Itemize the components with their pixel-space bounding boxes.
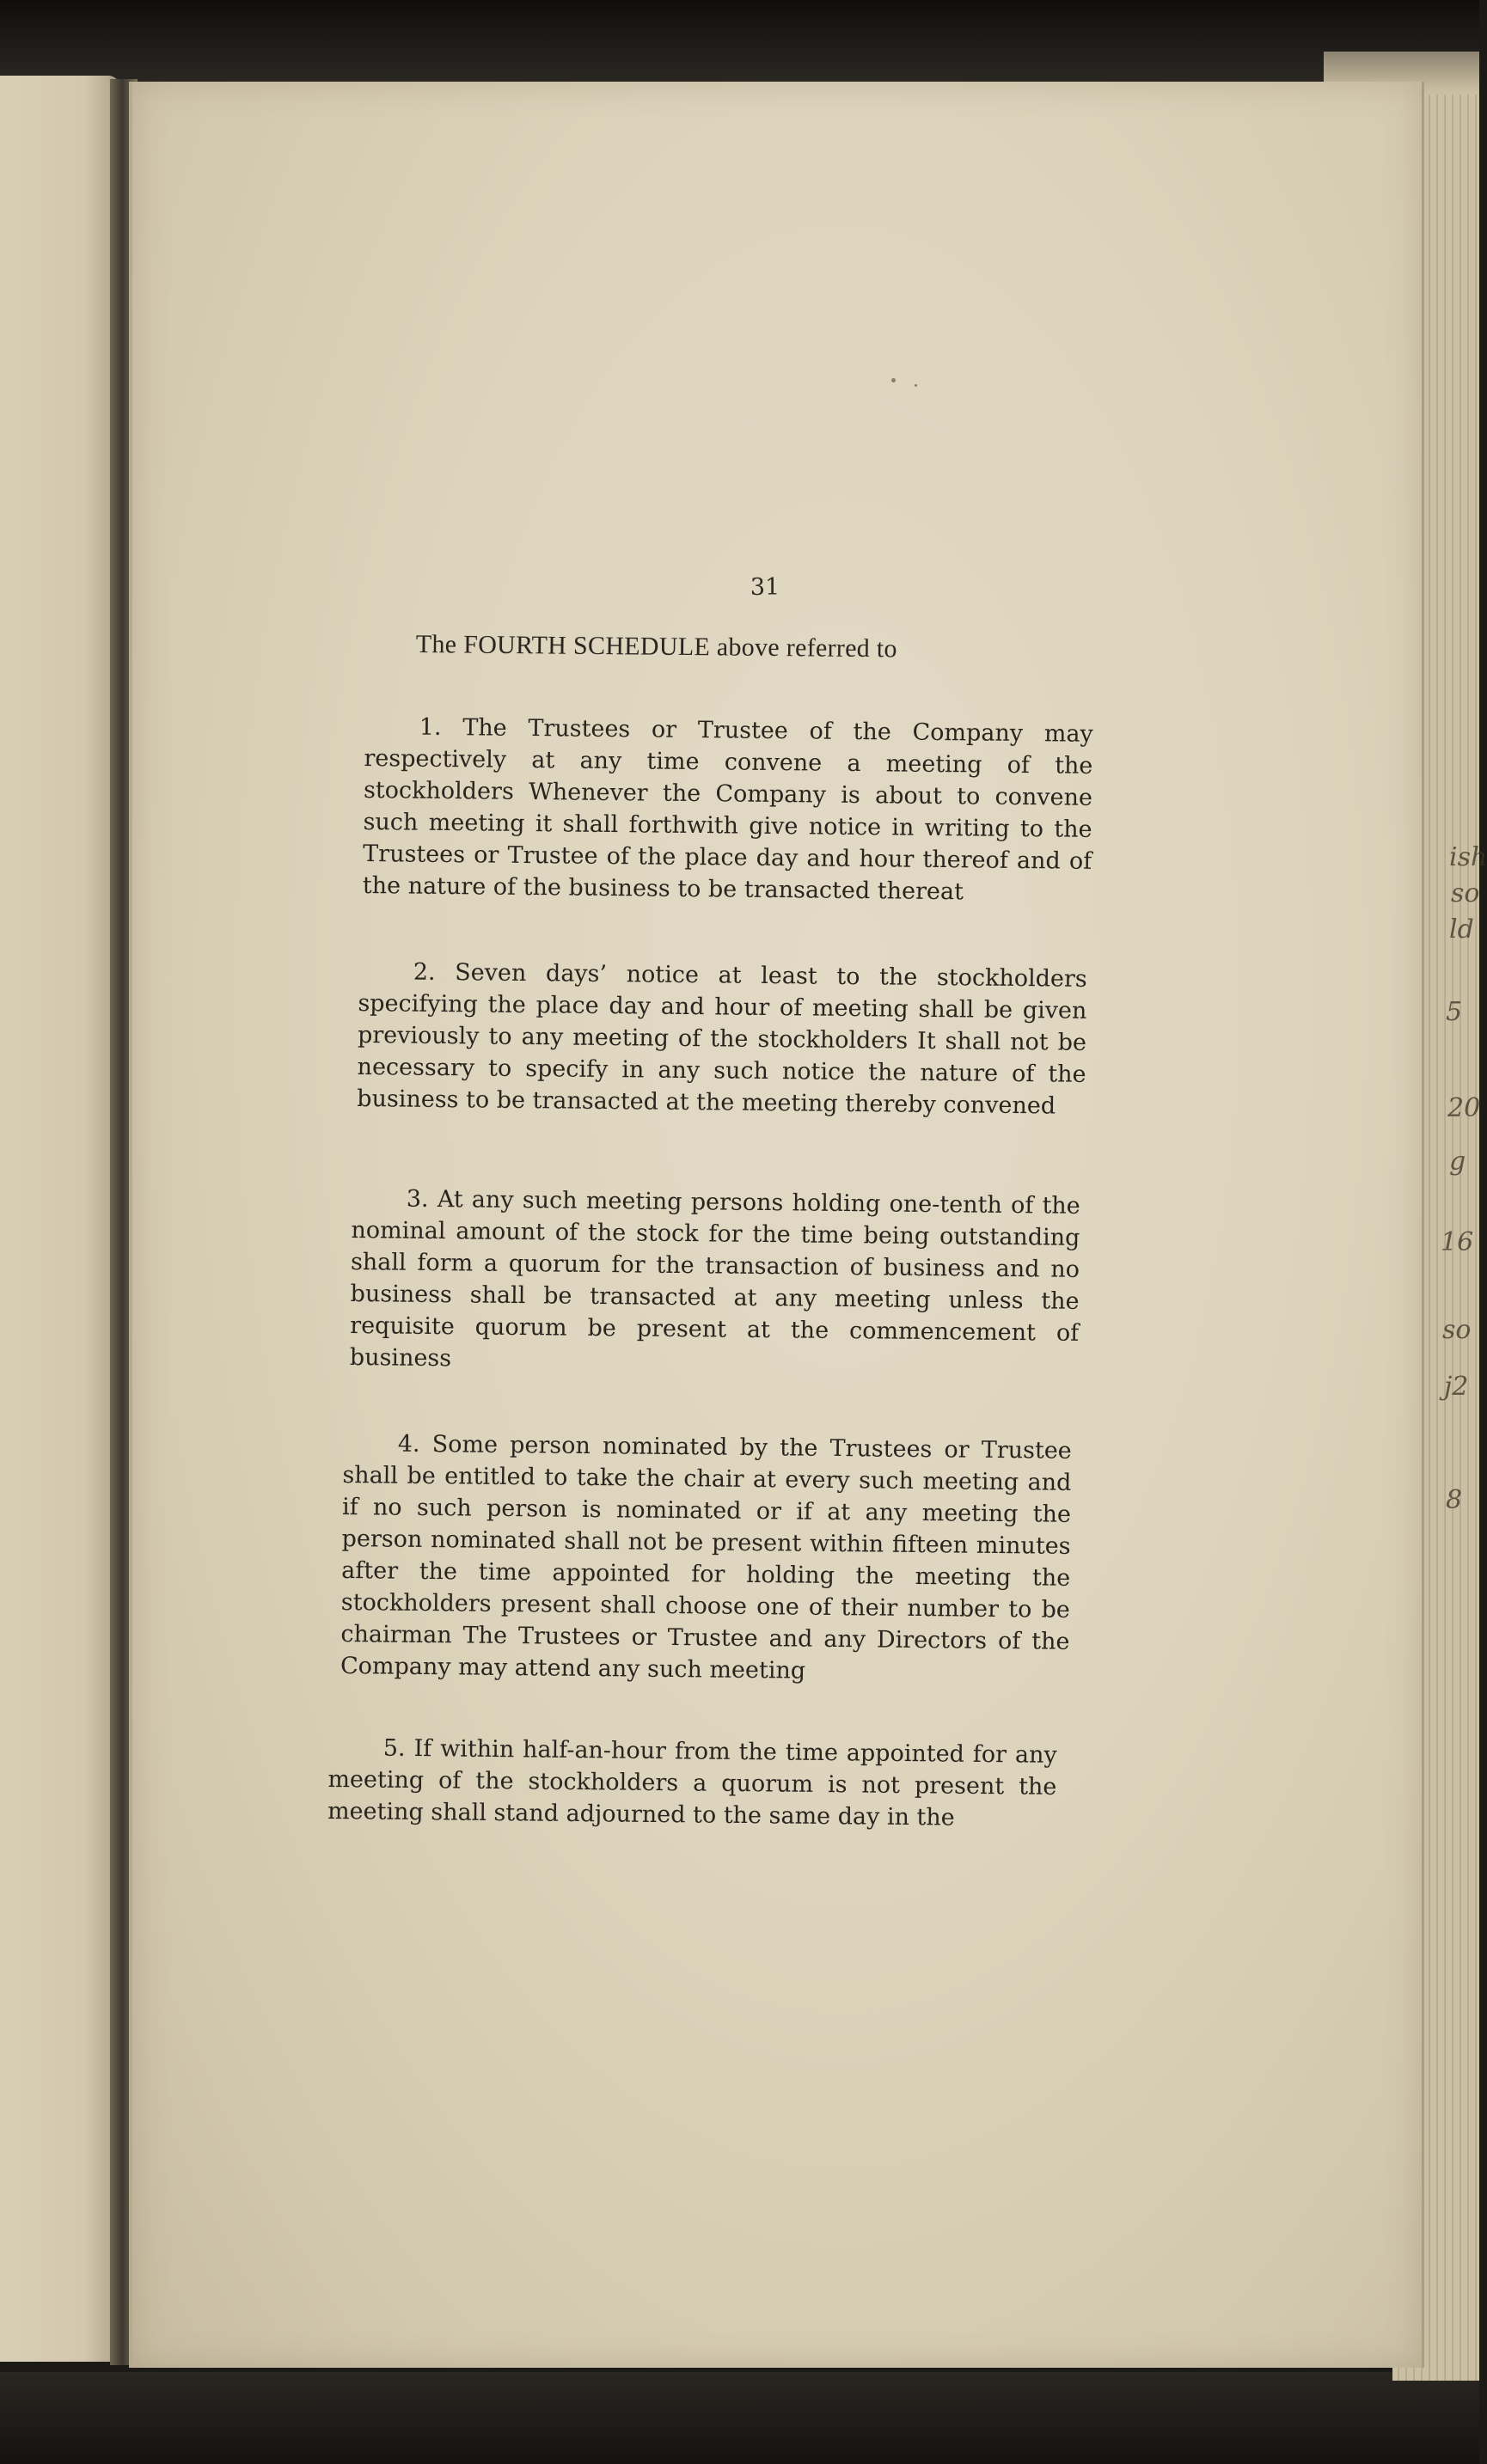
paragraph-1: 1. The Trustees or Trustee of the Company may respectively at any time convene a meeting of the stockholders Whenever the Company is about to convene such meeting it shall forthwith give notice in writing to the Trustees or Trustee of the place day and hour thereof and of the nature of the business to be transacted thereat: [362, 713, 1093, 906]
document-page: [129, 82, 1424, 2368]
paper-speck: [891, 378, 896, 382]
margin-note: so: [1451, 878, 1480, 908]
paragraph-4: 4. Some person nominated by the Trustees or Trustee shall be entitled to take the chair at every such meeting and if no such person is nominated or if at any meeting the person nominated shall not be present within fifteen minutes after the time appointed for holding the meeting the stockholders present shall choose one of their number to be chairman The Trustees or Trustee and any Directors of the Company may attend any such meeting: [340, 1430, 1072, 1684]
schedule-heading: The FOURTH SCHEDULE above referred to: [415, 630, 897, 663]
margin-note: j2: [1444, 1372, 1469, 1402]
paragraph-5: 5. If within half-an-hour from the time appointed for any meeting of the stockholders a quorum is not present the meeting shall stand adjourned to the same day in the: [327, 1734, 1057, 1831]
margin-note: 8: [1446, 1485, 1463, 1515]
book-cover-bottom: [0, 2372, 1479, 2464]
margin-note: 20: [1447, 1093, 1481, 1123]
book-cover-top: [0, 0, 1479, 82]
paragraph-3: 3. At any such meeting persons holding one-tenth of the nominal amount of the stock for the time being outstanding shall form a quorum for the transaction of business and no business shall be transacted at any meeting unless the requisite quorum be present at the commencement of business: [349, 1185, 1080, 1373]
margin-note: 5: [1446, 997, 1463, 1027]
facing-page-edge: [0, 76, 120, 2362]
paragraph-2: 2. Seven days’ notice at least to the stockholders specifying the place day and hour of meeting shall be given previously to any meeting of the stockholders It shall not be necessary to specify in any such notice the nature of the business to be transacted at the meeting thereby convened: [357, 958, 1087, 1120]
margin-note: g: [1449, 1146, 1466, 1177]
margin-note: ish: [1449, 842, 1487, 872]
page-number: 31: [750, 574, 780, 601]
margin-note: ld: [1449, 914, 1474, 945]
paper-speck: [915, 384, 917, 387]
margin-note: 16: [1441, 1227, 1474, 1257]
margin-note: so: [1442, 1315, 1472, 1345]
